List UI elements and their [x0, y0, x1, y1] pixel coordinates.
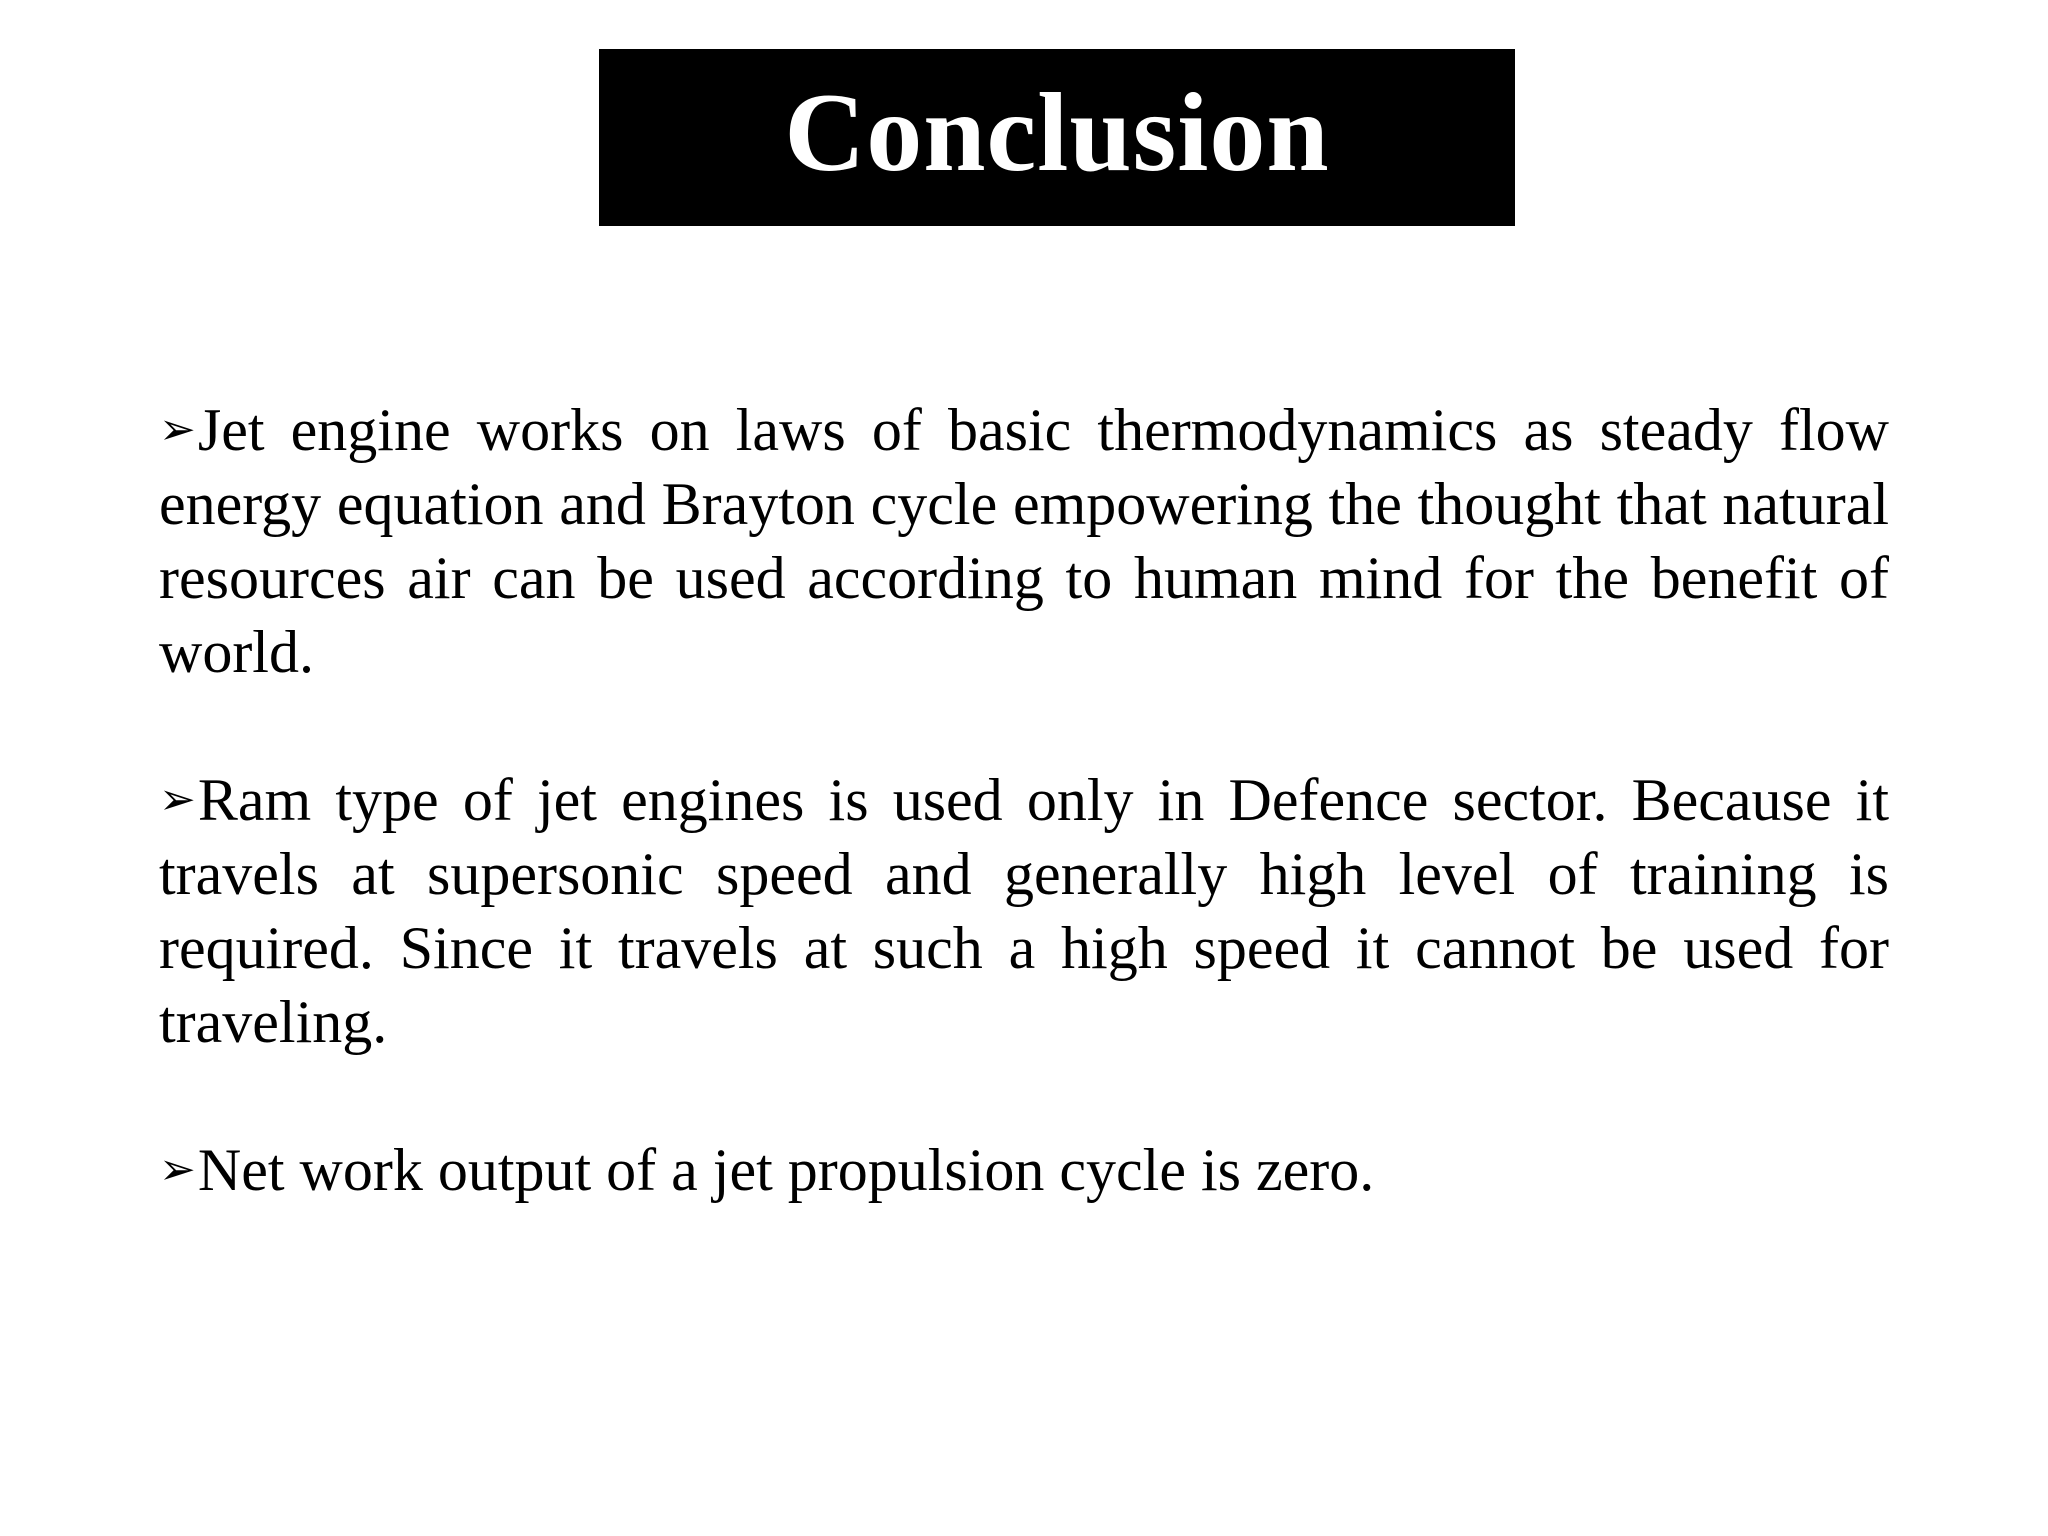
bullet-text: Jet engine works on laws of basic thermodynamics as steady flow energy equation and Brayton cycle empowering the thought that natural resources air can be used according to human mind for the benefit of world.: [159, 397, 1889, 685]
title-banner: [599, 49, 1515, 226]
bullet-text: Ram type of jet engines is used only in Defence sector. Because it travels at supersonic speed and generally high level of training is required. Since it travels at such a high speed it cannot be used for traveling.: [159, 767, 1889, 1055]
slide-title: Conclusion: [784, 70, 1330, 195]
arrow-bullet-icon: ➢: [159, 1144, 196, 1195]
arrow-bullet-icon: ➢: [159, 404, 196, 455]
bullet-item: [159, 393, 1889, 689]
arrow-bullet-icon: ➢: [159, 774, 196, 825]
bullet-list: [159, 393, 1889, 1207]
bullet-text: Net work output of a jet propulsion cycle is zero.: [197, 1137, 1375, 1203]
bullet-item: [159, 1133, 1889, 1207]
bullet-item: [159, 763, 1889, 1059]
